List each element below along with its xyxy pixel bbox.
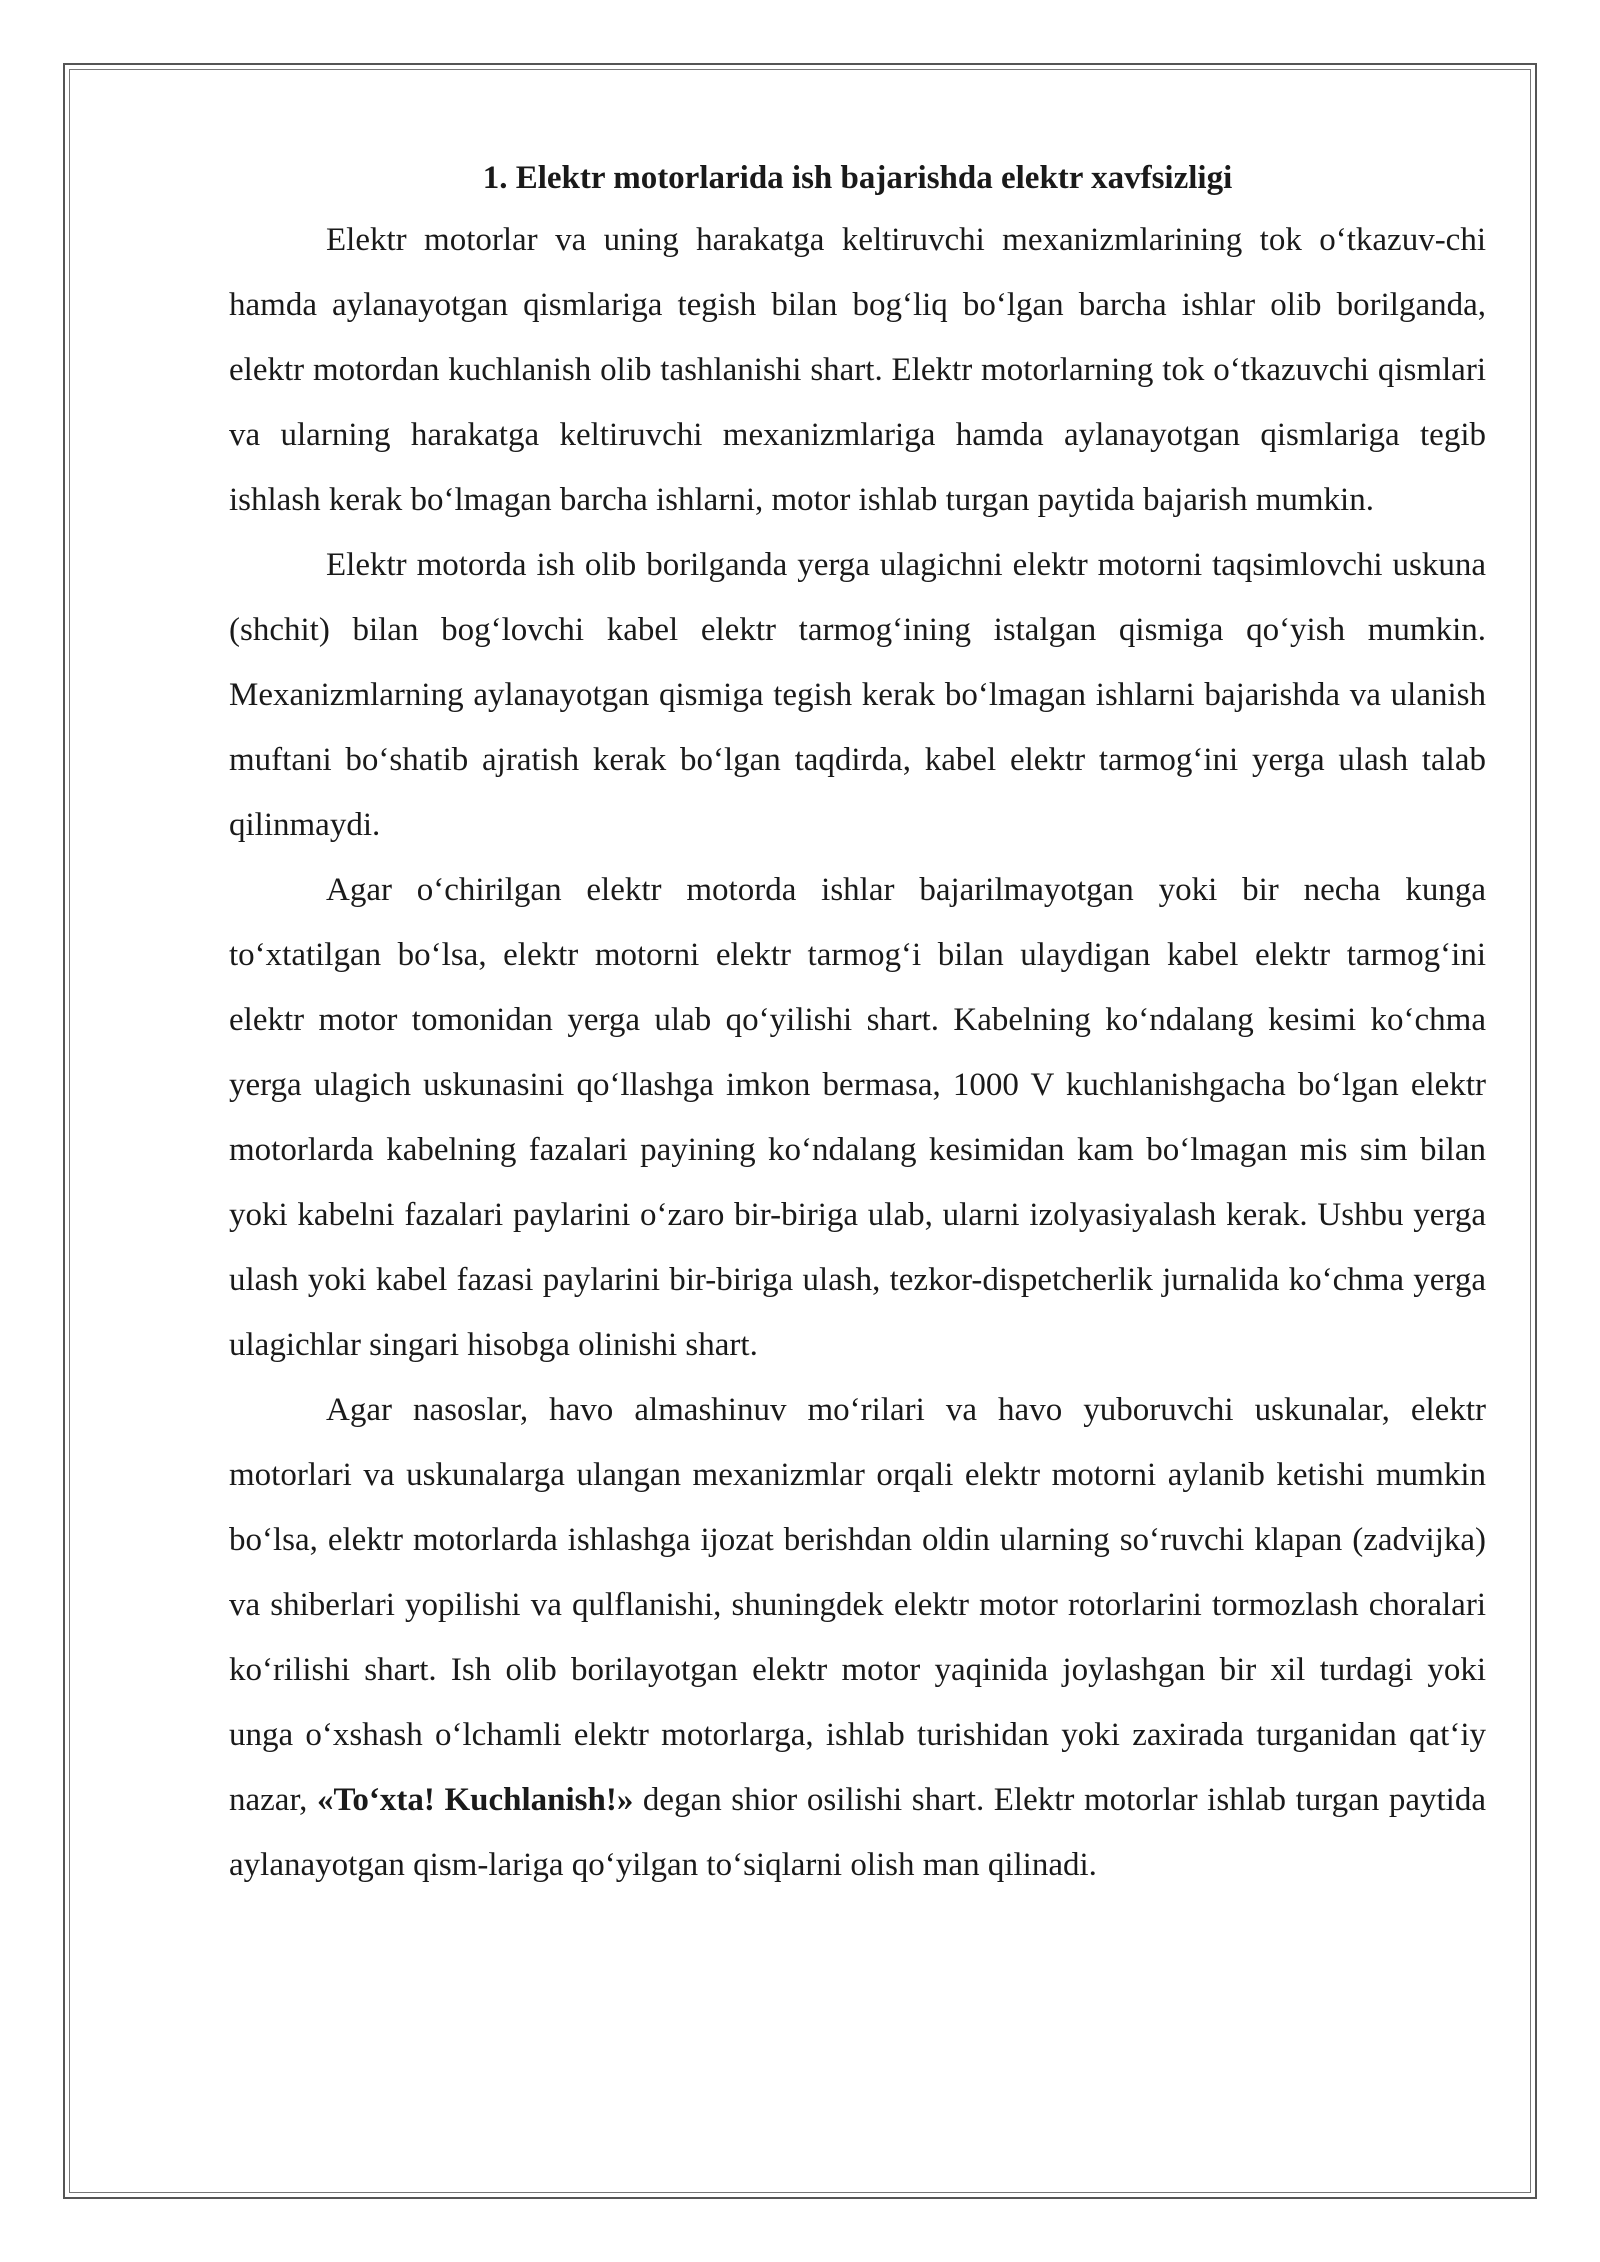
paragraph-4-text-end: degan shior osilishi shart. Elektr motorlar ishlab turgan paytida aylanayotgan qism-lariga qo‘yilgan to‘siqlarni olish man qilinadi. [229,1782,1486,1883]
paragraph-3: Agar o‘chirilgan elektr motorda ishlar bajarilmayotgan yoki bir necha kunga to‘xtatilgan bo‘lsa, elektr motorni elektr tarmog‘i bilan ulaydigan kabel elektr tarmog‘ini elektr motor tomonidan yerga ulab qo‘yilishi shart. Kabelning ko‘ndalang kesimi ko‘chma yerga ulagich uskunasini qo‘llashga imkon bermasa, 1000 V kuchlanishgacha bo‘lgan elektr motorlarda kabelning fazalari payining ko‘ndalang kesimidan kam bo‘lmagan mis sim bilan yoki kabelni fazalari paylarini o‘zaro bir-biriga ulab, ularni izolyasiyalash kerak. Ushbu yerga ulash yoki kabel fazasi paylarini bir-biriga ulash, tezkor-dispetcherlik jurnalida ko‘chma yerga ulagichlar singari hisobga olinishi shart. [229,872,1486,1363]
paragraph-4-text-start: Agar nasoslar, havo almashinuv mo‘rilari va havo yuboruvchi uskunalar, elektr motorlari va uskunalarga ulangan mexanizmlar orqali elektr motorni aylanib ketishi mumkin bo‘lsa, elektr motorlarda ishlashga ijozat berishdan oldin ularning so‘ruvchi klapan (zadvijka) va shiberlari yopilishi va qulflanishi, shuningdek elektr motor rotorlarini tormozlash choralari ko‘rilishi shart. Ish olib borilayotgan elektr motor yaqinida joylashgan bir xil turdagi yoki unga o‘xshash o‘lchamli elektr motorlarga, ishlab turishidan yoki zaxirada turganidan qat‘iy nazar, [229,1392,1486,1818]
paragraph-2: Elektr motorda ish olib borilganda yerga ulagichni elektr motorni taqsimlovchi uskuna (shchit) bilan bog‘lovchi kabel elektr tarmog‘ining istalgan qismiga qo‘yish mumkin. Mexanizmlarning aylanayotgan qismiga tegish kerak bo‘lmagan ishlarni bajarishda va ulanish muftani bo‘shatib ajratish kerak bo‘lgan taqdirda, kabel elektr tarmog‘ini yerga ulash talab qilinmaydi. [229,547,1486,843]
warning-slogan: «To‘xta! Kuchlanish!» [316,1782,634,1818]
document-body [229,148,1486,1898]
paragraph-1: Elektr motorlar va uning harakatga keltiruvchi mexanizmlarining tok o‘tkazuv-chi hamda aylanayotgan qismlariga tegish bilan bog‘liq bo‘lgan barcha ishlar olib borilganda, elektr motordan kuchlanish olib tashlanishi shart. Elektr motorlarning tok o‘tkazuvchi qismlari va ularning harakatga keltiruvchi mexanizmlariga hamda aylanayotgan qismlariga tegib ishlash kerak bo‘lmagan barcha ishlarni, motor ishlab turgan paytida bajarish mumkin. [229,222,1486,518]
paragraph-4 [229,1378,1486,1898]
section-title: 1. Elektr motorlarida ish bajarishda elektr xavfsizligi [482,160,1233,196]
